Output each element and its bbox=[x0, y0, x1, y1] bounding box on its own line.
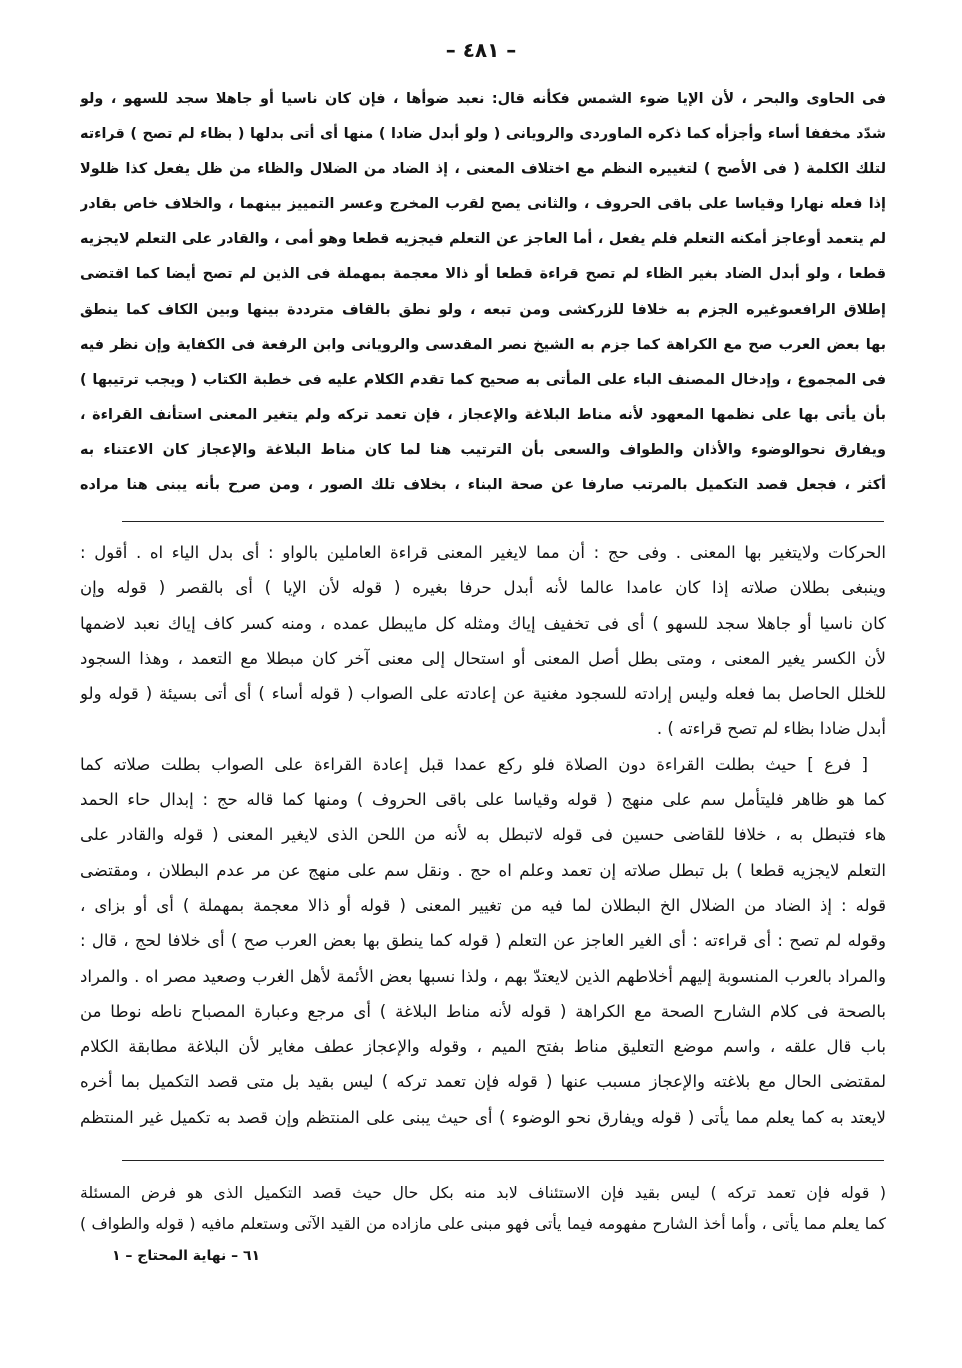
commentary-line: للخلل الحاصل بما فعله وليس إرادته للسجود مغنية عن إعادته على الصواب ( قوله أساء ) أى أتى بسيئة ( قوله ولو bbox=[80, 684, 886, 704]
commentary-line: والمراد بالعرب المنسوبة إليهم أخلاطهم الذين لايعتدّ بهم ، ولذا نسبها بعض الأئمة لأهل الغرب وصعيد مصر اه . والمراد bbox=[80, 966, 886, 986]
commentary-line: قوله : إذ الضاد من الضلال الخ البطلان لما فيه من تغيير المعنى ( قوله أو ذالا معجمة بمهملة ) أى أو بزاى ، bbox=[80, 895, 886, 915]
commentary-line: كان ناسيا أو جاهلا سجد للسهو ) أى فى تخفيف إياك ومثله كل مايبطل عمده ، ومنه كسر كاف إياك نعبد لاضمها bbox=[80, 613, 886, 633]
commentary-line: بالصحة فى كلام الشارح الصحة مع الكراهة ( قوله لأنه مناط البلاغة ) أى مرجع وعبارة المصباح ناطه نوطا من bbox=[80, 1001, 886, 1021]
footer-signature: ٦١ – نهاية المحتاج – ١ bbox=[112, 1248, 261, 1264]
main-text-line: لم يتعمد أوعاجز أمكنه التعلم فلم يفعل ، أما العاجز عن التعلم فيجزيه قطعا وهو أمى ، والقادر على التعلم لايجزيه bbox=[80, 231, 886, 248]
commentary-line: لمقتضى الحال مع بلاغته والإعجاز مسبب عنها ( قوله فإن تعمد تركه ) ليس بقيد بل متى قصد التكميل بما أخره bbox=[80, 1072, 886, 1092]
bottom-note-line: ( قوله فإن تعمد تركه ) ليس بقيد فإن الاستئناف لابد منه بكل حال حيث قصد التكميل الذى هو فرض المسئلة bbox=[80, 1183, 886, 1202]
page-number: – ٤٨١ – bbox=[445, 38, 517, 62]
bottom-note bbox=[80, 1177, 886, 1239]
main-text-line: بأن يأتى بها على نظمها المعهود لأنه مناط البلاغة والإعجاز ، فإن تعمد تركه ولم يتغير المعنى استأنف القراءة ، bbox=[80, 406, 886, 423]
main-text-line: قطعا ، ولو أبدل الضاد بغير الظاء لم تصح قراءة قطعا أو ذالا معجمة بمهملة فى الذين لم تصح أيضا كما اقتضى bbox=[80, 266, 886, 283]
commentary-line: وقوله لم تصح : أى قراءته : أى الغير العاجز عن التعلم ( قوله كما ينطق بها بعض العرب صح ) أى خلافا لحج ، قال : bbox=[80, 931, 886, 951]
section-divider bbox=[122, 521, 884, 522]
commentary-line: كما هو ظاهر فليتأمل سم على منهج ( قوله وقياسا على باقى الحروف ) ومنها كما قاله حج : إبدال حاء الحمد bbox=[80, 790, 886, 810]
main-text bbox=[80, 82, 886, 503]
main-text-line: أكثر ، فجعل قصد التكميل بالمرتب صارفا عن صحة البناء ، بخلاف تلك الصور ، ومن صرح بأنه يبنى هنا مراده bbox=[80, 477, 886, 494]
commentary-line: وينبغى بطلان صلاته إذا كان عامدا عالما لأنه أبدل حرفا بغيره ( قوله لأن الإيا ) أى بالقصر ( قوله وإن bbox=[80, 578, 886, 598]
main-text-line: فى الحاوى والبحر ، لأن الإيا ضوء الشمس فكأنه قال: نعبد ضوأها ، فإن كان ناسيا أو جاهلا سجد للسهو ، ولو bbox=[80, 91, 886, 107]
main-text-line: إذا فعله نهارا وقياسا على باقى الحروف ، والثانى يصح لقرب المخرج وعسر التمييز بينهما ، والخلاف خاص بقادر bbox=[80, 196, 886, 213]
main-text-line: ويفارق نحوالوضوء والأذان والطواف والسعى بأن الترتيب هنا لما كان مناط البلاغة والإعجاز كان الاعتناء به bbox=[80, 441, 886, 458]
commentary-line: لأن الكسر يغير المعنى ، ومتى بطل أصل المعنى أو استحال إلى معنى آخر كان مبطلا مع التعمد ، وهذا السجود bbox=[80, 648, 886, 668]
commentary-line: [ فرع ] حيث بطلت القراءة دون الصلاة فلو ركع عمدا قبل إعادة القراءة على الصواب بطلت صلاته كما bbox=[80, 754, 868, 774]
main-text-line: إطلاق الرافعىوغيره الجزم به خلافا للزركشى ومن تبعه ، ولو نطق بالقاف مترددة بينها وبين الكاف كما ينطق bbox=[80, 301, 886, 318]
main-text-line: شدّد مخففا أساء وأجزأه كما ذكره الماوردى والرويانى ( ولو أبدل ضادا ) منها أى أتى بدلها ( بظاء لم تصح ) قراءته bbox=[80, 126, 886, 143]
main-text-line: فى المجموع ، وإدخال المصنف الباء على المأتى به صحيح كما تقدم الكلام عليه فى خطبة الكتاب ( ويجب ترتيبها ) bbox=[80, 371, 886, 388]
main-text-line: لتلك الكلمة ( فى الأصح ) لتغييره النظم مع اختلاف المعنى ، إذ الضاد من الضلال والظاء من ظل يفعل كذا ظلولا bbox=[80, 161, 886, 178]
commentary bbox=[80, 535, 886, 1135]
commentary-line: هاء فتبطل به ، خلافا للقاضى حسين فى قوله لاتبطل به لأنه من اللحن الذى لايغير المعنى ( قوله والقادر على bbox=[80, 825, 886, 845]
commentary-line: الحركات ولايتغير بها المعنى . وفى حج : أن مما لايغير المعنى قراءة العاملين بالواو : أى بدل الياء اه . أقول : bbox=[80, 543, 886, 562]
section-divider bbox=[122, 1160, 884, 1161]
commentary-line: لايعتد به كما يعلم مما يأتى ( قوله ويفارق نحو الوضوء ) أى حيث يبنى على المنتظم وإن قصد به تكميل غير المنتظم bbox=[80, 1107, 886, 1127]
main-text-line: بها بعض العرب صح مع الكراهة كما جزم به الشيخ نصر المقدسى والرويانى وابن الرفعة فى الكفاية وإن نظر فيه bbox=[80, 336, 886, 353]
commentary-line: أبدل ضادا بظاء لم تصح قراءته ) . bbox=[656, 719, 886, 739]
bottom-note-line: كما يعلم مما يأتى ، وأما أخذ الشارح مفهومه فيما يأتى فهو مبنى على مازاده من القيد الآتى وستعلم مافيه ( قوله والطواف ) bbox=[80, 1214, 886, 1233]
commentary-line: باب قال علقه ، واسم موضع التعليق مناط بفتح الميم ، وقوله والإعجاز عطف مغاير لأن البلاغة مطابقة الكلام bbox=[80, 1037, 886, 1057]
commentary-line: التعلم لايجزيه قطعا ) بل تبطل صلاته إن تعمد وعلم اه حج . ونقل سم على منهج عن مر عدم البطلان ، ومقتضى bbox=[80, 860, 886, 880]
